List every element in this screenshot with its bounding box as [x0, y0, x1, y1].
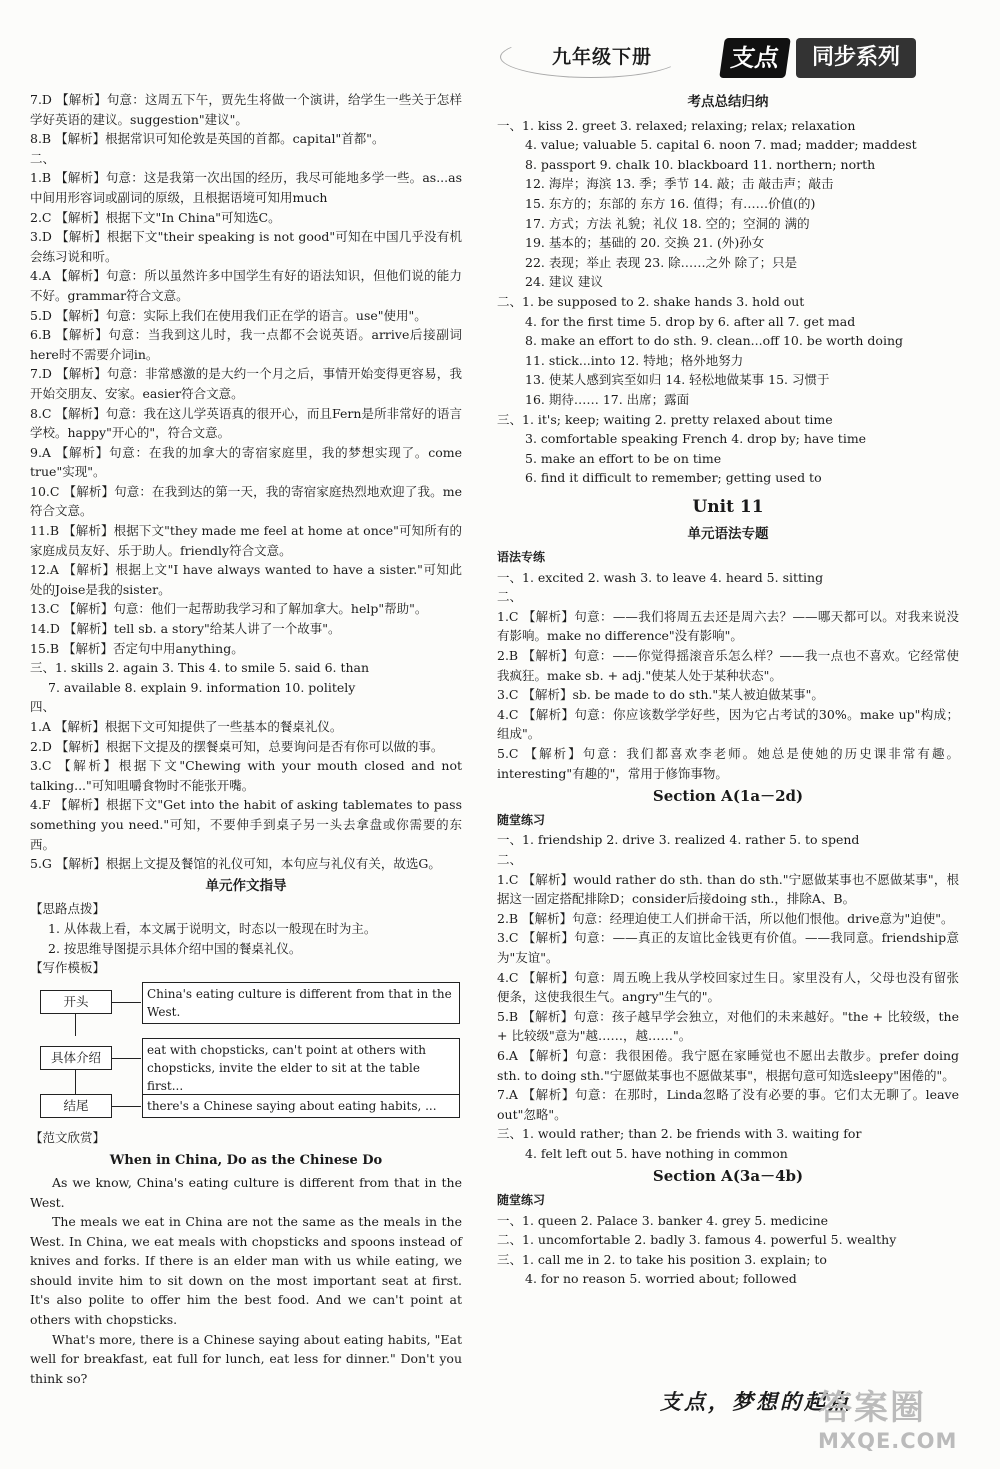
section-label: 四、 [30, 699, 56, 715]
watermark-text: 答案圈 [818, 1388, 926, 1428]
answer-item: 4.C 【解析】句意：你应该数学学好些，因为它占考试的30%。make up"构成；组成"。 [497, 706, 959, 742]
writing-flowchart [30, 982, 462, 1122]
flow-box-opening: China's eating culture is different from that in the West. [142, 982, 460, 1024]
answer-item: 2.D 【解析】根据下文提及的摆餐桌可知，总要询问是否有你可以做的事。 [30, 738, 444, 754]
footer-slogan: 支点，梦想的起点 [660, 1389, 852, 1414]
practice-label: 随堂练习 [497, 1193, 546, 1208]
grade-label: 九年级下册 [552, 46, 653, 68]
answer-line: 一、1. kiss 2. greet 3. relaxed; relaxing; relax; relaxation [497, 117, 856, 133]
flow-link [111, 1002, 141, 1003]
brand-logo: 支点 [719, 38, 791, 78]
answer-item: 2.C 【解析】根据下文"In China"可知选C。 [30, 209, 281, 225]
answer-item: 2.B 【解析】句意：——你觉得摇滚音乐怎么样？——我一点也不喜欢。它经常使我疯狂。make sb. + adj."使某人处于某种状态"。 [497, 648, 959, 683]
answer-line: 8. make an effort to do sth. 9. clean...off 10. be worth doing [525, 333, 904, 349]
answer-item: 9.A 【解析】句意：在我的加拿大的寄宿家庭里，我的梦想实现了。come true"实现"。 [30, 444, 462, 480]
template-label: 【写作模板】 [30, 960, 106, 976]
answer-item: 4.C 【解析】句意：周五晚上我从学校回家过生日。家里没有人，父母也没有留张便条，这使我很生气。angry"生气的"。 [497, 969, 959, 1005]
flow-connector [75, 1012, 76, 1036]
answer-line: 4. felt left out 5. have nothing in common [525, 1145, 788, 1161]
answer-item: 6.A 【解析】句意：我很困倦。我宁愿在家睡觉也不愿出去散步。prefer doing sth. to doing sth."宁愿做某事也不愿做某事"，根据句意可知选sleepy"困倦的"。 [497, 1047, 959, 1083]
answer-line: 19. 基本的；基础的 20. 交换 21. (外)孙女 [525, 235, 765, 251]
answer-line: 22. 表现；举止 表现 23. 除……之外 除了；只是 [525, 254, 798, 270]
answer-line: 二、1. be supposed to 2. shake hands 3. hold out [497, 293, 805, 309]
grammar-subtitle: 语法专练 [497, 550, 546, 565]
practice-label: 随堂练习 [497, 812, 546, 827]
answer-line: 三、1. skills 2. again 3. This 4. to smile 5. said 6. than [30, 660, 370, 676]
answer-item: 1.B 【解析】句意：这是我第一次出国的经历，我尽可能地多学一些。as...as中间用形容词或副词的原级，且根据语境可知用much [30, 170, 462, 205]
answer-line: 7. available 8. explain 9. information 10. politely [48, 679, 356, 695]
flow-node-opening: 开头 [40, 990, 112, 1014]
answer-line: 16. 期待…… 17. 出席；露面 [525, 391, 690, 407]
answer-line: 17. 方式；方法 礼貌；礼仪 18. 空的；空洞的 满的 [525, 215, 810, 231]
answer-item: 10.C 【解析】句意：在我到达的第一天，我的寄宿家庭热烈地欢迎了我。me符合文意。 [30, 483, 462, 519]
answer-item: 1.A 【解析】根据下文可知提供了一些基本的餐桌礼仪。 [30, 719, 343, 734]
writing-guide-title: 单元作文指导 [205, 877, 287, 894]
answer-line: 5. make an effort to be on time [525, 450, 722, 466]
answer-line: 三、1. it's; keep; waiting 2. pretty relaxed about time [497, 411, 833, 427]
answer-item: 8.B 【解析】根据常识可知伦敦是英国的首都。capital"首都"。 [30, 131, 385, 147]
section-title: Section A(1a－2d) [652, 787, 804, 806]
answer-item: 14.D 【解析】tell sb. a story"给某人讲了一个故事"。 [30, 621, 341, 637]
section-label: 二、 [497, 851, 523, 867]
answer-line: 12. 海岸；海滨 13. 季；季节 14. 敲；击 敲击声；敲击 [525, 176, 834, 192]
answer-item: 3.C 【解析】句意：——真正的友谊比金钱更有价值。——我同意。friendship意为"友谊"。 [497, 930, 959, 965]
flow-box-details: eat with chopsticks, can't point at others with chopsticks, invite the elder to sit at the table first... [142, 1038, 460, 1098]
answer-line: 4. for the first time 5. drop by 6. after all 7. get mad [525, 313, 856, 329]
answer-item: 5.G 【解析】根据上文提及餐馆的礼仪可知，本句应与礼仪有关，故选G。 [30, 856, 441, 872]
answer-line: 13. 使某人感到宾至如归 14. 轻松地做某事 15. 习惯于 [525, 372, 830, 388]
tip-item: 2. 按思维导图提示具体介绍中国的餐桌礼仪。 [48, 940, 302, 956]
summary-title: 考点总结归纳 [687, 94, 769, 110]
answer-item: 1.C 【解析】句意：——我们将周五去还是周六去？——哪天都可以。对我来说没有影响。make no difference"没有影响"。 [497, 608, 959, 644]
answer-item: 5.C 【解析】句意：我们都喜欢李老师。她总是使她的历史课非常有趣。interesting"有趣的"，常用于修饰事物。 [497, 746, 959, 781]
answer-line: 6. find it difficult to remember; getting used to [525, 470, 822, 486]
answer-item: 2.B 【解析】句意：经理迫使工人们拼命干活，所以他们恨他。drive意为"迫使"。 [497, 910, 954, 926]
flow-link [111, 1058, 141, 1059]
answer-item: 12.A 【解析】根据上文"I have always wanted to have a sister."可知此处的Joise是我的sister。 [30, 562, 462, 597]
answer-line: 三、1. would rather; than 2. be friends with 3. waiting for [497, 1126, 862, 1142]
answer-item: 8.C 【解析】句意：我在这儿学英语真的很开心，而且Fern是所非常好的语言学校。happy"开心的"，符合文意。 [30, 405, 462, 441]
series-badge: 同步系列 [796, 38, 916, 78]
flow-box-ending: there's a Chinese saying about eating habits, ... [142, 1094, 460, 1118]
answer-item: 7.D 【解析】句意：这周五下午，贾先生将做一个演讲，给学生一些关于怎样学好英语的建议。suggestion"建议"。 [30, 92, 462, 127]
answer-line: 一、1. friendship 2. drive 3. realized 4. rather 5. to spend [497, 832, 860, 848]
unit-title: Unit 11 [692, 496, 764, 517]
answer-item: 15.B 【解析】否定句中用anything。 [30, 640, 244, 656]
answer-item: 5.D 【解析】句意：实际上我们在使用我们正在学的语言。use"使用"。 [30, 307, 427, 323]
flow-connector [75, 1070, 76, 1094]
sample-label: 【范文欣赏】 [30, 1129, 106, 1145]
answer-item: 7.A 【解析】句意：在那时，Linda忽略了没有必要的事。它们太无聊了。leave out"忽略"。 [497, 1087, 959, 1122]
answer-item: 6.B 【解析】句意：当我到这儿时，我一点都不会说英语。arrive后接副词here时不需要介词in。 [30, 327, 462, 362]
section-title: Section A(3a－4b) [652, 1167, 804, 1186]
answer-line: 3. comfortable speaking French 4. drop by; have time [525, 431, 867, 447]
page-header [500, 28, 920, 88]
flow-link [111, 1106, 141, 1107]
answer-item: 5.B 【解析】句意：孩子越早学会独立，对他们的未来越好。"the + 比较级，the + 比较级"意为"越……，越……"。 [497, 1008, 959, 1044]
answer-line: 8. passport 9. chalk 10. blackboard 11. northern; north [525, 156, 876, 172]
answer-item: 1.C 【解析】would rather do sth. than do sth."宁愿做某事也不愿做某事"，根据这一固定搭配排除D；consider后接doing sth.，排除A、B。 [497, 871, 959, 907]
grammar-title: 单元语法专题 [687, 526, 769, 543]
essay-paragraph: What's more, there is a Chinese saying about eating habits, "Eat well for breakfast, eat full for lunch, eat less for dinner." Don't you think so? [30, 1331, 462, 1386]
answer-item: 4.F 【解析】根据下文"Get into the habit of asking tablemates to pass something you need."可知，不要伸手到桌子另一头去拿盘或你需要的东西。 [30, 797, 462, 852]
flow-node-details: 具体介绍 [40, 1046, 112, 1070]
section-label: 二、 [30, 150, 56, 166]
answer-line: 三、1. call me in 2. to take his position 3. explain; to [497, 1251, 827, 1267]
flow-node-ending: 结尾 [40, 1094, 112, 1118]
right-column [497, 90, 959, 1289]
watermark [818, 1380, 978, 1464]
essay-title: When in China, Do as the Chinese Do [109, 1153, 383, 1169]
left-column [30, 90, 462, 1388]
answer-item: 7.D 【解析】句意：非常感激的是大约一个月之后，事情开始变得更容易，我开始交朋友、安家。easier符合文意。 [30, 366, 462, 401]
answer-line: 二、1. uncomfortable 2. badly 3. famous 4. powerful 5. wealthy [497, 1232, 897, 1248]
answer-line: 24. 建议 建议 [525, 274, 603, 290]
answer-line: 一、1. queen 2. Palace 3. banker 4. grey 5. medicine [497, 1212, 829, 1228]
answer-line: 4. value; valuable 5. capital 6. noon 7. mad; madder; maddest [525, 137, 917, 153]
tips-label: 【思路点拨】 [30, 901, 106, 917]
tip-item: 1. 从体裁上看，本文属于说明文，时态以一般现在时为主。 [48, 920, 377, 936]
answer-item: 3.C 【解析】根据下文"Chewing with your mouth closed and not talking..."可知咀嚼食物时不能张开嘴。 [30, 758, 462, 793]
answer-line: 一、1. excited 2. wash 3. to leave 4. heard 5. sitting [497, 569, 824, 585]
answer-item: 13.C 【解析】句意：他们一起帮助我学习和了解加拿大。help"帮助"。 [30, 601, 428, 617]
essay-paragraph: The meals we eat in China are not the same as the meals in the West. In China, we eat meals with chopsticks and spoons instead of knives and forks. If there is an elder man with us while eating, we should invite him to sit down on the most important seat at first. It's also polite to offer him the best food. And we can't point at others with chopsticks. [30, 1214, 462, 1328]
answer-line: 4. for no reason 5. worried about; followed [525, 1271, 797, 1287]
answer-line: 15. 东方的；东部的 东方 16. 值得；有……价值(的) [525, 195, 816, 211]
essay-paragraph: As we know, China's eating culture is different from that in the West. [30, 1174, 462, 1210]
answer-item: 4.A 【解析】句意：所以虽然许多中国学生有好的语法知识，但他们说的能力不好。grammar符合文意。 [30, 268, 462, 303]
answer-item: 3.D 【解析】根据下文"their speaking is not good"可知在中国几乎没有机会练习说和听。 [30, 229, 462, 264]
answer-item: 11.B 【解析】根据下文"they made me feel at home at once"可知所有的家庭成员友好、乐于助人。friendly符合文意。 [30, 523, 462, 558]
answer-item: 3.C 【解析】sb. be made to do sth."某人被迫做某事"。 [497, 687, 824, 703]
watermark-url: MXQE.COM [818, 1429, 958, 1453]
section-label: 二、 [497, 589, 523, 605]
answer-line: 11. stick...into 12. 特地；格外地努力 [525, 352, 744, 368]
